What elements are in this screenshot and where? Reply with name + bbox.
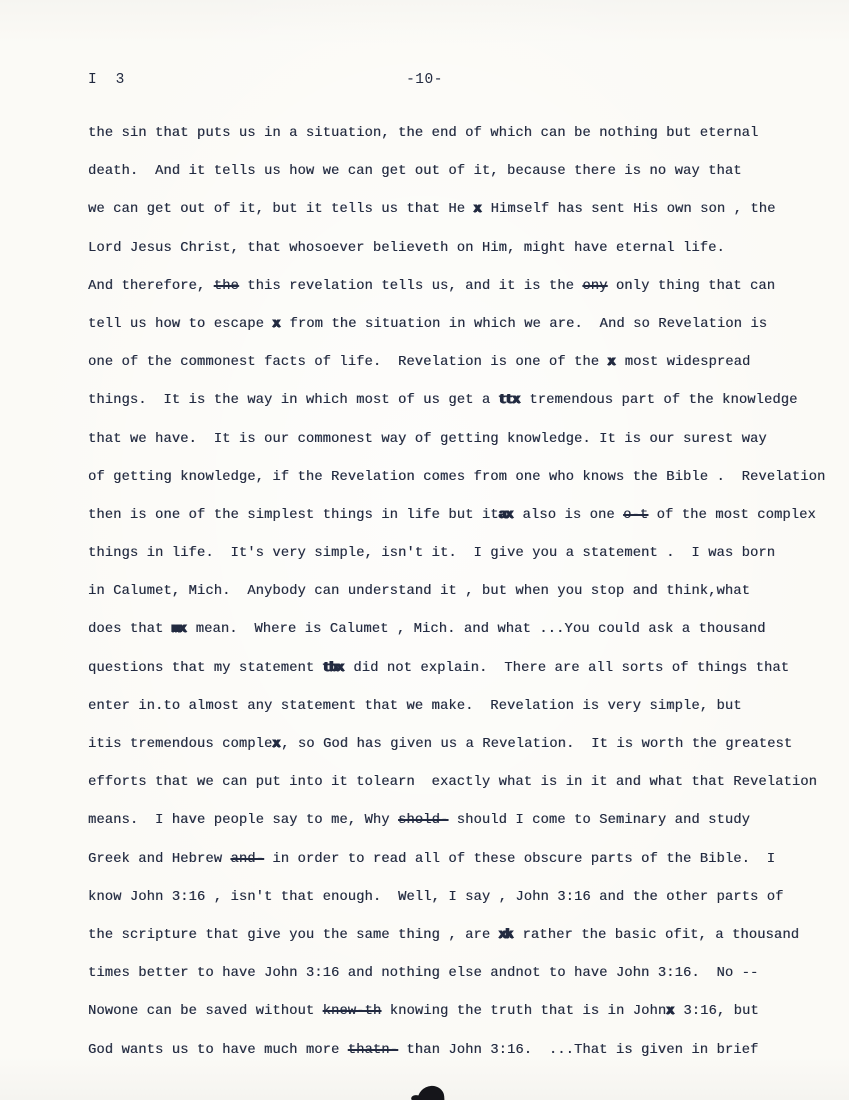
- text-segment: only thing that can: [607, 278, 776, 294]
- struck-text: and-: [230, 851, 264, 867]
- text-segment: things in life. It's very simple, isn't it. I give you a statement . I was born: [88, 546, 776, 562]
- text-segment: mean. Where is Calumet , Mich. and what ...You could ask a thousand: [187, 622, 766, 638]
- text-segment: one of the commonest facts of life. Revelation is one of the: [88, 355, 608, 371]
- text-line: [88, 508, 833, 546]
- text-segment: then is one of the simplest things in life but it: [88, 507, 499, 523]
- text-segment: And therefore,: [88, 278, 214, 294]
- text-line: [88, 966, 833, 1004]
- text-segment: tell us how to escape: [88, 316, 273, 332]
- text-segment: Greek and Hebrew: [88, 851, 231, 867]
- text-segment: 3:16, but: [675, 1004, 759, 1020]
- struck-text: o-t: [623, 507, 649, 523]
- struck-text: shold-: [398, 813, 449, 829]
- text-line: [88, 813, 833, 851]
- text-line: [88, 1004, 833, 1042]
- text-line: [88, 584, 833, 622]
- overstruck-text: x: [272, 737, 280, 752]
- text-segment: of getting knowledge, if the Revelation comes from one who knows the Bible . Revelation: [88, 469, 826, 485]
- page-number: -10-: [406, 72, 443, 88]
- text-segment: rather the basic ofit, a thousand: [514, 927, 800, 943]
- struck-text: the: [213, 278, 239, 294]
- text-segment: means. I have people say to me, Why: [88, 813, 399, 829]
- text-segment: did not explain. There are all sorts of things that: [344, 660, 790, 676]
- overstruck-text: x: [666, 1004, 673, 1020]
- struck-text: ony: [582, 278, 608, 294]
- overstruck-text: mx: [171, 622, 186, 638]
- text-line: [88, 737, 833, 775]
- ink-smudge: [416, 1085, 444, 1100]
- overstruck-text: ax: [498, 507, 513, 523]
- text-segment: efforts that we can put into it tolearn exactly what is in it and what that Revelation: [88, 775, 818, 791]
- text-line: [88, 355, 833, 393]
- text-line: [88, 852, 833, 890]
- text-line: [88, 622, 833, 660]
- text-line: [88, 890, 833, 928]
- text-segment: , so God has given us a Revelation. It is worth the greatest: [281, 737, 793, 752]
- text-segment: in Calumet, Mich. Anybody can understand it , but when you stop and think,what: [88, 584, 750, 600]
- text-segment: tremendous part of the knowledge: [520, 393, 798, 409]
- text-segment: the sin that puts us in a situation, the end of which can be nothing but eternal: [88, 126, 759, 141]
- text-segment: in order to read all of these obscure parts of the Bible. I: [263, 851, 776, 867]
- text-segment: most widespread: [616, 355, 751, 371]
- text-line: [88, 279, 833, 317]
- overstruck-text: x: [473, 202, 481, 218]
- struck-text: knew-th: [322, 1004, 382, 1020]
- text-line: [88, 928, 833, 966]
- text-segment: of the most complex: [648, 507, 816, 523]
- overstruck-text: x: [607, 355, 615, 371]
- text-segment: Nowone can be saved without: [88, 1004, 323, 1020]
- text-segment: know John 3:16 , isn't that enough. Well, I say , John 3:16 and the other parts of: [88, 889, 784, 905]
- text-line: [88, 202, 833, 240]
- text-segment: death. And it tells us how we can get out of it, because there is no way that: [88, 164, 742, 180]
- header-section-number: I 3: [88, 72, 125, 88]
- text-segment: knowing the truth that is in John: [381, 1004, 667, 1020]
- text-line: [88, 241, 833, 279]
- text-line: [88, 317, 833, 355]
- page-header: [0, 72, 849, 92]
- text-segment: from the situation in which we are. And so Revelation is: [281, 316, 768, 332]
- text-segment: that we have. It is our commonest way of getting knowledge. It is our surest way: [88, 431, 767, 447]
- text-line: [88, 1043, 833, 1081]
- text-segment: times better to have John 3:16 and nothing else andnot to have John 3:16. No --: [88, 966, 759, 982]
- struck-text: thatn-: [347, 1042, 399, 1058]
- text-segment: also is one: [514, 507, 624, 523]
- text-line: [88, 126, 833, 164]
- overstruck-text: ttx: [498, 393, 519, 409]
- overstruck-text: x: [272, 316, 280, 332]
- text-segment: Lord Jesus Christ, that whosoever believeth on Him, might have eternal life.: [88, 240, 725, 256]
- text-segment: things. It is the way in which most of us get a: [88, 393, 499, 409]
- text-segment: itis tremendous comple: [88, 737, 273, 752]
- document-body: [88, 126, 833, 1081]
- text-segment: does that: [88, 622, 172, 638]
- text-line: [88, 699, 833, 737]
- overstruck-text: xk: [498, 927, 513, 943]
- text-segment: the scripture that give you the same thing , are: [88, 927, 499, 943]
- text-segment: we can get out of it, but it tells us that He: [88, 202, 474, 218]
- text-segment: God wants us to have much more: [88, 1042, 348, 1058]
- text-line: [88, 393, 833, 431]
- text-segment: this revelation tells us, and it is the: [238, 278, 583, 294]
- text-line: [88, 164, 833, 202]
- text-segment: should I come to Seminary and study: [448, 813, 750, 829]
- text-line: [88, 470, 833, 508]
- text-line: [88, 546, 833, 584]
- text-segment: questions that my statement: [88, 660, 323, 676]
- text-line: [88, 775, 833, 813]
- overstruck-text: tbx: [322, 660, 343, 676]
- text-line: [88, 661, 833, 699]
- text-line: [88, 432, 833, 470]
- text-segment: enter in.to almost any statement that we make. Revelation is very simple, but: [88, 698, 742, 714]
- text-segment: Himself has sent His own son , the: [482, 202, 776, 218]
- text-segment: than John 3:16. ...That is given in brief: [398, 1042, 759, 1058]
